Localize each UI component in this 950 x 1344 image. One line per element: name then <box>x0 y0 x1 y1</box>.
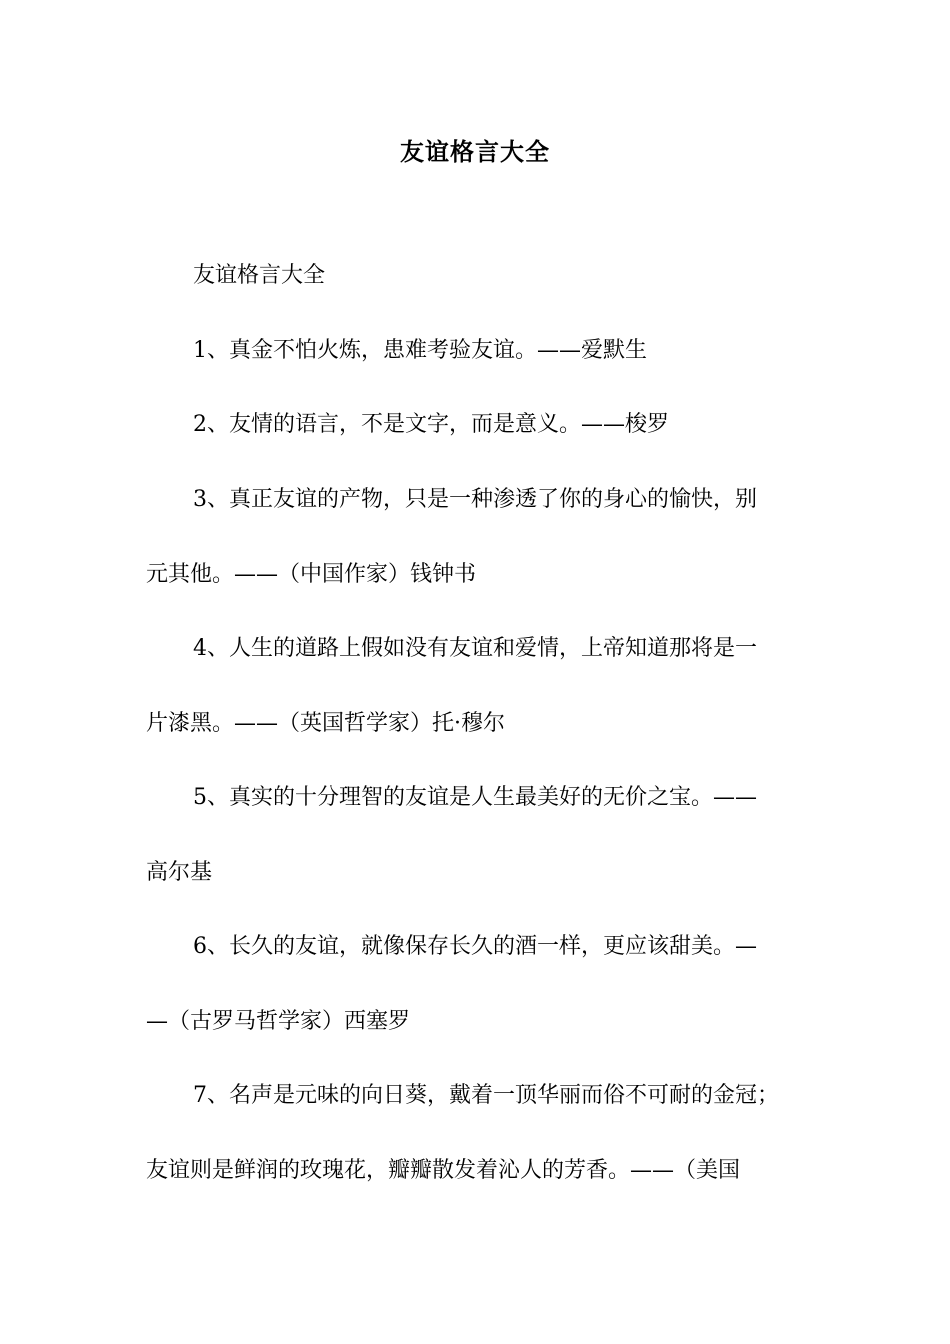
quote-7-line-1: 7、名声是元味的向日葵，戴着一顶华丽而俗不可耐的金冠； <box>193 1083 779 1108</box>
quote-7-line-2: 友谊则是鲜润的玫瑰花，瓣瓣散发着沁人的芳香。——（美国 <box>146 1158 741 1183</box>
quote-1-line-1: 1、真金不怕火炼，患难考验友谊。——爱默生 <box>193 338 647 363</box>
quote-3-line-1: 3、真正友谊的产物，只是一种渗透了你的身心的愉快，别 <box>193 487 757 512</box>
quote-4-line-1: 4、人生的道路上假如没有友谊和爱情，上帝知道那将是一 <box>193 636 757 661</box>
quote-6-line-2: —（古罗马哲学家）西塞罗 <box>146 1009 411 1034</box>
subtitle-line: 友谊格言大全 <box>193 263 326 288</box>
quote-6-line-1: 6、长久的友谊，就像保存长久的酒一样，更应该甜美。— <box>193 934 757 959</box>
quote-4-line-2: 片漆黑。——（英国哲学家）托·穆尔 <box>146 711 505 736</box>
document-title: 友谊格言大全 <box>400 137 550 166</box>
quote-5-line-2: 高尔基 <box>146 860 213 885</box>
quote-2-line-1: 2、友情的语言，不是文字，而是意义。——梭罗 <box>193 412 669 437</box>
quote-5-line-1: 5、真实的十分理智的友谊是人生最美好的无价之宝。—— <box>193 785 757 810</box>
quote-3-line-2: 元其他。——（中国作家）钱钟书 <box>146 562 477 587</box>
